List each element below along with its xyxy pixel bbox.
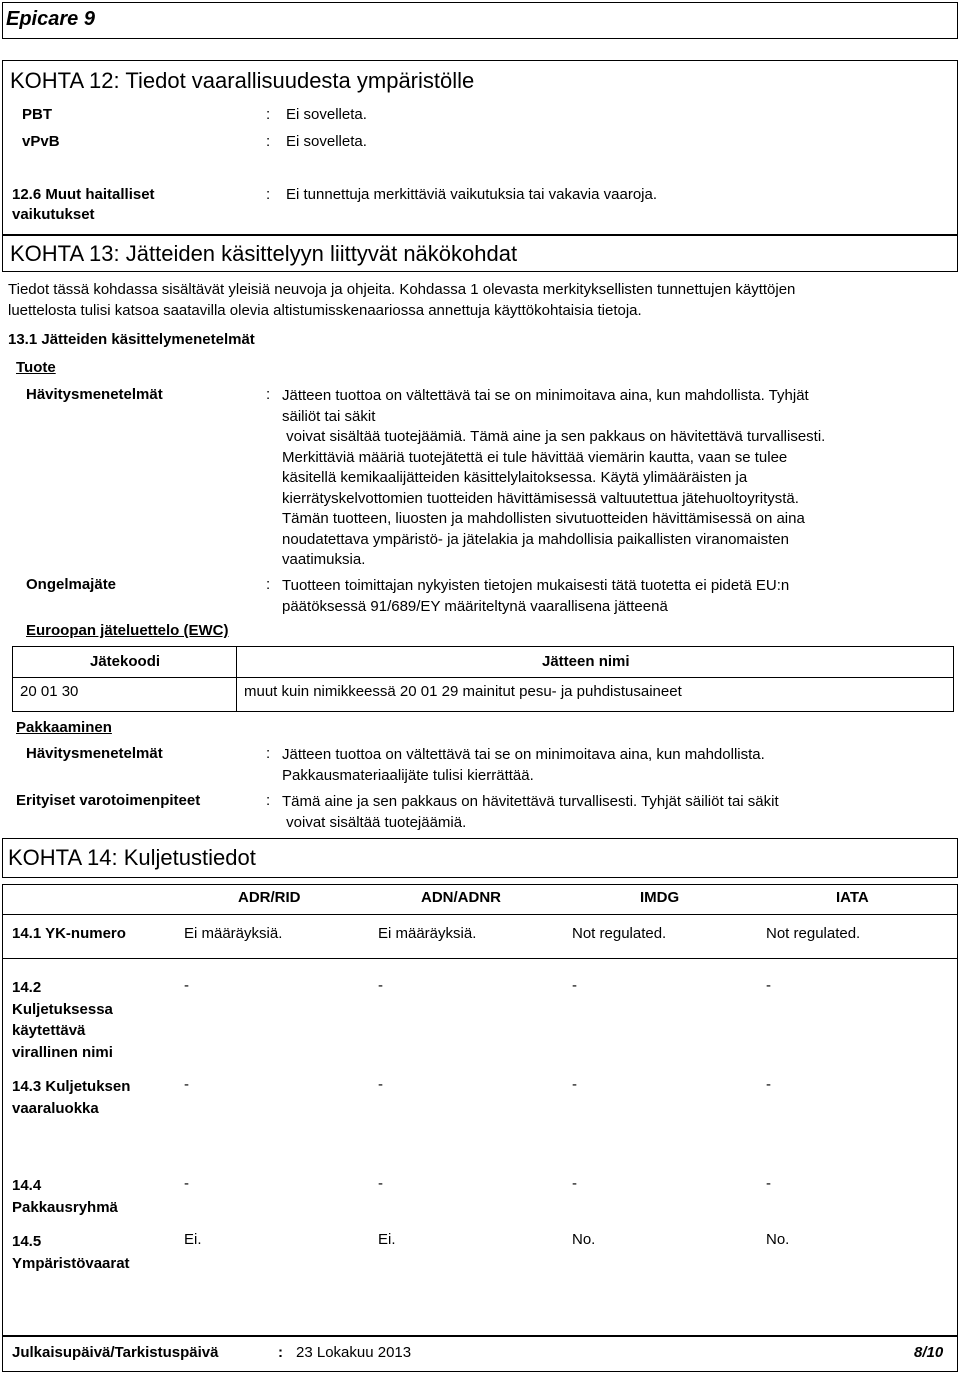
- ewc-header-code: Jätekoodi: [90, 653, 161, 670]
- row-env-hazards-iata: No.: [766, 1231, 790, 1248]
- disposal-line: säiliöt tai säkit: [282, 407, 376, 425]
- pbt-label: PBT: [22, 106, 52, 123]
- transport-table: [2, 884, 958, 1336]
- s13-intro-2: luettelosta tulisi katsoa saatavilla olevia altistumisskenaariossa annettuja käyttökohtaisia tietoja.: [8, 302, 642, 319]
- section-14-title: KOHTA 14: Kuljetustiedot: [8, 845, 256, 870]
- col-adr-rid: ADR/RID: [238, 889, 301, 906]
- row-un-number-imdg: Not regulated.: [572, 925, 667, 942]
- other-effects-colon: :: [266, 186, 271, 203]
- other-effects-value: Ei tunnettuja merkittäviä vaikutuksia tai vakavia vaaroja.: [286, 186, 658, 203]
- row-env-hazards-adn: Ei.: [378, 1231, 396, 1248]
- row-hazard-class-label: [12, 1076, 130, 1119]
- col-adn-adnr: ADN/ADNR: [421, 889, 501, 906]
- label-line: käytettävä: [12, 1022, 86, 1039]
- disposal-line: Merkittäviä määriä tuotejätettä ei tule hävittää viemärin kautta, vaan se tulee: [282, 448, 788, 466]
- row-un-number-label: 14.1 YK-numero: [12, 925, 126, 942]
- label-line: 14.5: [12, 1233, 42, 1250]
- label-line: vaaraluokka: [12, 1099, 99, 1117]
- other-effects-label-2: vaikutukset: [12, 206, 95, 223]
- vpvb-colon: :: [266, 133, 271, 150]
- row-packing-group-adr: -: [184, 1175, 189, 1192]
- document-header: [2, 2, 958, 39]
- footer-colon: :: [278, 1344, 283, 1361]
- pbt-colon: :: [266, 106, 271, 123]
- ewc-table-divider-v: [236, 646, 237, 712]
- row-env-hazards-label: [12, 1231, 130, 1274]
- row-env-hazards-imdg: No.: [572, 1231, 596, 1248]
- row-shipping-name-adr: -: [184, 977, 189, 994]
- row-shipping-name-iata: -: [766, 977, 771, 994]
- row-shipping-name-adn: -: [378, 977, 383, 994]
- label-line: Pakkausryhmä: [12, 1198, 118, 1216]
- hazardous-waste-text: [282, 576, 789, 617]
- disposal-colon: :: [266, 386, 271, 403]
- row-divider: [2, 958, 958, 959]
- hazardous-waste-colon: :: [266, 576, 271, 593]
- s13-subheading: 13.1 Jätteiden käsittelymenetelmät: [8, 331, 255, 348]
- other-effects-label-1: 12.6 Muut haitalliset: [12, 186, 155, 203]
- disposal-line: noudatettava ympäristö- ja jätelakia ja mahdollisia paikallisten viranomaisten: [282, 530, 789, 548]
- row-env-hazards-adr: Ei.: [184, 1231, 202, 1248]
- packaging-heading: Pakkaaminen: [16, 719, 112, 736]
- row-packing-group-imdg: -: [572, 1175, 577, 1192]
- disposal-text: [282, 386, 825, 571]
- ewc-cell-name: muut kuin nimikkeessä 20 01 29 mainitut pesu- ja puhdistusaineet: [244, 683, 682, 700]
- row-un-number-adn: Ei määräyksiä.: [378, 925, 477, 942]
- hazardous-waste-label: Ongelmajäte: [26, 576, 117, 593]
- special-precautions-colon: :: [266, 792, 271, 809]
- special-precautions-text: [282, 792, 779, 833]
- hazwaste-line: Tuotteen toimittajan nykyisten tietojen mukaisesti tätä tuotetta ei pidetä EU:n: [282, 577, 790, 594]
- special-line: Tämä aine ja sen pakkaus on hävitettävä turvallisesti. Tyhjät säiliöt tai säkit: [282, 793, 779, 810]
- footer-label: Julkaisupäivä/Tarkistuspäivä: [12, 1344, 219, 1361]
- disposal-line: voivat sisältää tuotejäämiä. Tämä aine ja sen pakkaus on hävitettävä turvallisesti.: [282, 428, 826, 445]
- product-heading: Tuote: [16, 359, 56, 376]
- ewc-table-divider-h: [12, 677, 954, 678]
- pack-disposal-label: Hävitysmenetelmät: [26, 745, 163, 762]
- pack-disposal-text: [282, 745, 765, 786]
- disposal-line: käsitellä kemikaalijätteiden käsittelylaitoksessa. Käytä ylimääräisten ja: [282, 469, 748, 486]
- pack-line: Jätteen tuottoa on vältettävä tai se on minimoitava aina, kun mahdollista.: [282, 746, 765, 763]
- vpvb-label: vPvB: [22, 133, 60, 150]
- footer-date: 23 Lokakuu 2013: [296, 1344, 412, 1361]
- row-hazard-class-imdg: -: [572, 1076, 577, 1093]
- vpvb-value: Ei sovelleta.: [286, 133, 367, 150]
- row-un-number-adr: Ei määräyksiä.: [184, 925, 283, 942]
- label-line: 14.4: [12, 1177, 42, 1194]
- row-packing-group-adn: -: [378, 1175, 383, 1192]
- col-imdg: IMDG: [640, 889, 680, 906]
- s13-intro-1: Tiedot tässä kohdassa sisältävät yleisiä neuvoja ja ohjeita. Kohdassa 1 olevasta merkityksellisten tunnettujen käyttöjen: [8, 281, 796, 298]
- page-number: 8/10: [914, 1344, 944, 1361]
- pack-disposal-colon: :: [266, 745, 271, 762]
- disposal-line: Tämän tuotteen, liuosten ja mahdollisten sivutuotteiden hävittämisessä on aina: [282, 510, 805, 527]
- label-line: 14.3 Kuljetuksen: [12, 1078, 131, 1095]
- disposal-line: vaatimuksia.: [282, 551, 366, 568]
- pack-line: Pakkausmateriaalijäte tulisi kierrättää.: [282, 766, 534, 784]
- pbt-value: Ei sovelleta.: [286, 106, 367, 123]
- row-hazard-class-adn: -: [378, 1076, 383, 1093]
- section-12-title: KOHTA 12: Tiedot vaarallisuudesta ympäristölle: [10, 68, 475, 93]
- ewc-header-name: Jätteen nimi: [542, 653, 630, 670]
- ewc-cell-code: 20 01 30: [20, 683, 79, 700]
- row-shipping-name-label: [12, 977, 113, 1063]
- row-hazard-class-adr: -: [184, 1076, 189, 1093]
- row-packing-group-iata: -: [766, 1175, 771, 1192]
- row-hazard-class-iata: -: [766, 1076, 771, 1093]
- section-13-title: KOHTA 13: Jätteiden käsittelyyn liittyvät näkökohdat: [10, 241, 518, 266]
- row-un-number-iata: Not regulated.: [766, 925, 861, 942]
- col-iata: IATA: [836, 889, 869, 906]
- row-packing-group-label: [12, 1175, 118, 1218]
- product-name: Epicare 9: [6, 8, 95, 30]
- disposal-label: Hävitysmenetelmät: [26, 386, 163, 403]
- special-line: voivat sisältää tuotejäämiä.: [282, 813, 467, 831]
- label-line: Ympäristövaarat: [12, 1254, 130, 1272]
- label-line: virallinen nimi: [12, 1043, 113, 1061]
- hazwaste-line: päätöksessä 91/689/EY määriteltynä vaarallisena jätteenä: [282, 597, 668, 615]
- ewc-heading: Euroopan jäteluettelo (EWC): [26, 622, 229, 639]
- label-line: 14.2: [12, 979, 42, 996]
- row-shipping-name-imdg: -: [572, 977, 577, 994]
- disposal-line: Jätteen tuottoa on vältettävä tai se on minimoitava aina, kun mahdollista. Tyhjät: [282, 387, 809, 404]
- special-precautions-label: Erityiset varotoimenpiteet: [16, 792, 201, 809]
- label-line: Kuljetuksessa: [12, 1000, 113, 1018]
- transport-header-divider: [2, 914, 958, 915]
- disposal-line: kierrätyskelvottomien tuotteiden hävittämisessä valtuutettua jätehuoltoyritystä.: [282, 489, 799, 507]
